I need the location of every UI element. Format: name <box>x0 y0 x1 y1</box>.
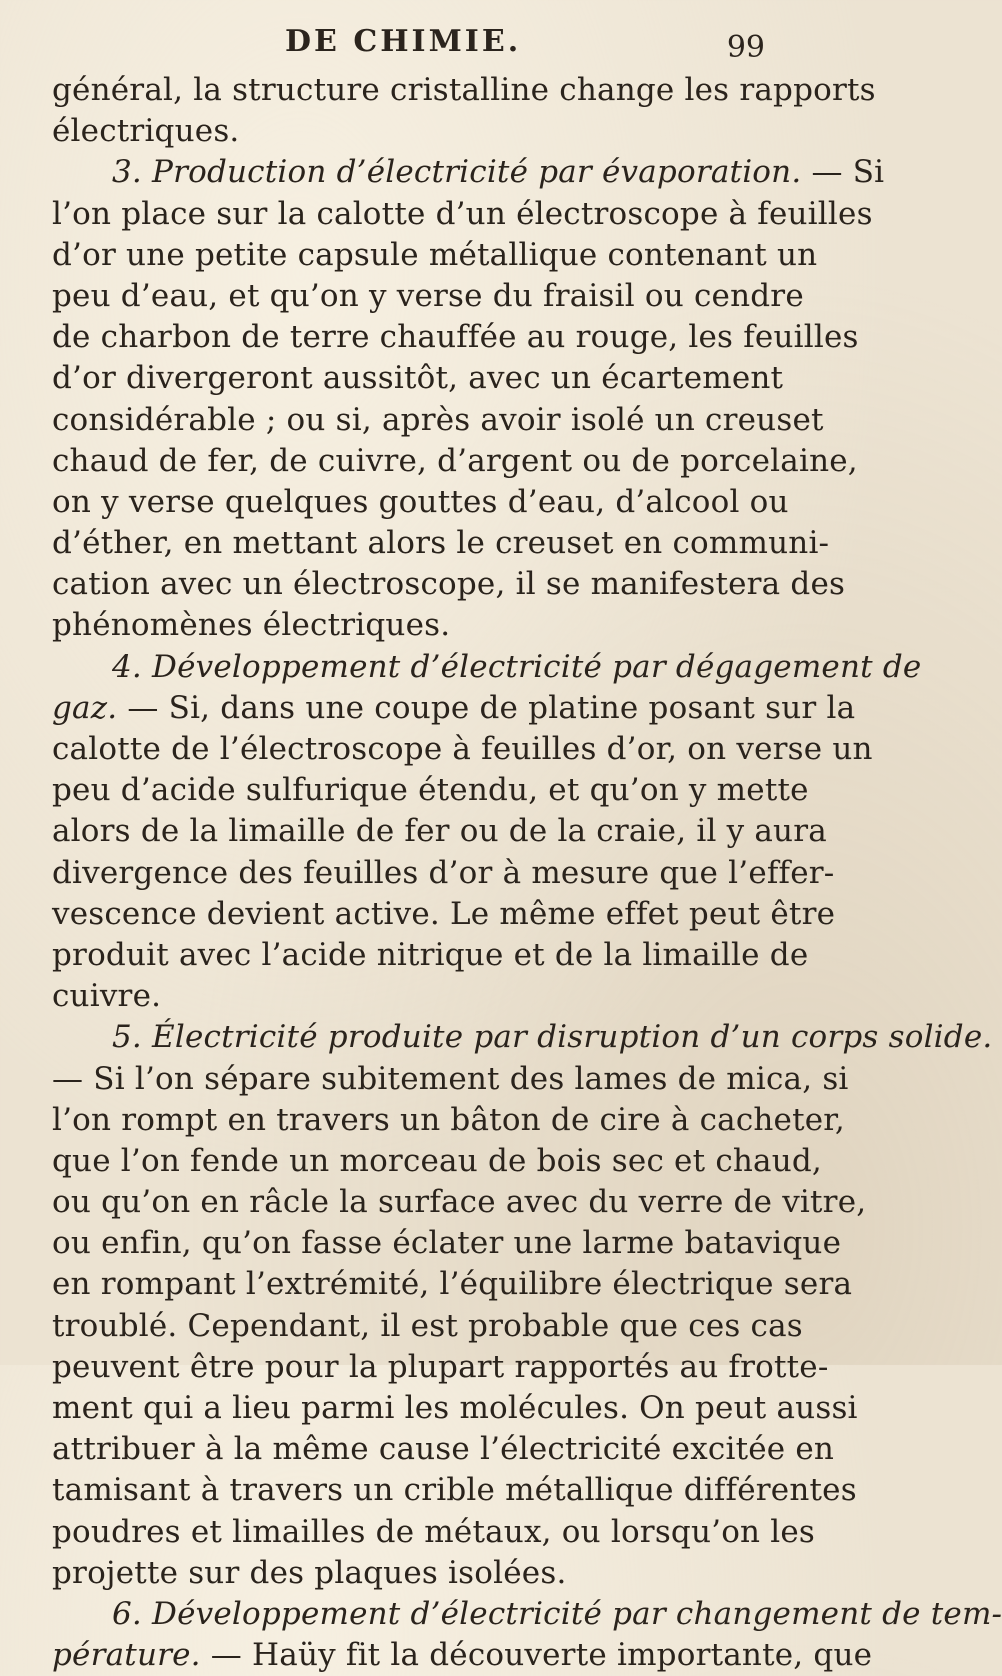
line-text: ou qu’on en râcle la surface avec du verre de vitre, <box>52 1184 867 1221</box>
text-line <box>52 70 876 111</box>
line-text: vescence devient active. Le même effet peut être <box>52 895 836 932</box>
text-line <box>52 152 885 193</box>
text-line <box>52 1594 1002 1635</box>
line-text: ment qui a lieu parmi les molécules. On peut aussi <box>52 1390 858 1426</box>
text-line <box>52 1553 774 1594</box>
line-text: électriques. <box>52 113 240 150</box>
text-line <box>52 976 774 1017</box>
text-line <box>52 605 774 646</box>
text-line <box>52 935 809 976</box>
line-text: — Haüy fit la découverte importante, que <box>200 1637 873 1674</box>
line-text: peuvent être pour la plupart rapportés au frotte- <box>52 1348 829 1385</box>
text-line <box>52 194 873 235</box>
text-line <box>52 358 784 399</box>
line-text: peu d’eau, et qu’on y verse du fraisil ou cendre <box>52 277 804 314</box>
line-text: attribuer à la même cause l’électricité excitée en <box>52 1431 835 1468</box>
text-line <box>52 111 774 152</box>
text-line <box>52 1100 845 1141</box>
line-text: — Si <box>801 154 885 191</box>
section-heading-italic: 6. Développement d’électricité par changement de tem- <box>112 1595 1002 1632</box>
line-text: d’or divergeront aussitôt, avec un écartement <box>52 360 784 397</box>
section-heading-italic: pérature. <box>52 1637 201 1674</box>
section-heading-italic: gaz. <box>52 689 118 726</box>
text-line <box>52 1470 857 1511</box>
line-text: projette sur des plaques isolées. <box>52 1554 567 1591</box>
text-line <box>52 564 846 605</box>
line-text: l’on rompt en travers un bâton de cire à cacheter, <box>52 1101 845 1138</box>
section-heading-italic: 5. Électricité produite par disruption d’un corps solide. <box>112 1019 993 1056</box>
line-text: — Si, dans une coupe de platine posant sur la <box>117 689 856 726</box>
text-line <box>52 1429 835 1470</box>
line-text: cation avec un électroscope, il se manifestera des <box>52 566 846 603</box>
text-line <box>52 1223 842 1264</box>
text-line <box>52 523 830 564</box>
text-line <box>52 1264 853 1305</box>
line-text: de charbon de terre chauffée au rouge, les feuilles <box>52 319 859 356</box>
line-text: cuivre. <box>52 978 162 1015</box>
text-line <box>52 1512 816 1553</box>
line-text: troublé. Cependant, il est probable que ces cas <box>52 1307 803 1344</box>
line-text: peu d’acide sulfurique étendu, et qu’on y mette <box>52 772 809 809</box>
text-line <box>52 729 873 770</box>
text-line <box>52 1388 858 1429</box>
line-text: que l’on fende un morceau de bois sec et chaud, <box>52 1142 822 1179</box>
text-line <box>52 235 818 276</box>
line-text: phénomènes électriques. <box>52 607 451 644</box>
section-heading-italic: 3. Production d’électricité par évaporation. <box>112 154 802 191</box>
line-text: tamisant à travers un crible métallique différentes <box>52 1472 857 1509</box>
running-head <box>0 22 800 70</box>
line-text: chaud de fer, de cuivre, d’argent ou de porcelaine, <box>52 442 858 479</box>
text-line <box>52 688 856 729</box>
text-line <box>52 1182 867 1223</box>
line-text: d’or une petite capsule métallique contenant un <box>52 236 818 273</box>
text-line <box>52 770 809 811</box>
running-title: DE CHIMIE. <box>285 24 522 59</box>
line-text: — Si l’on sépare subitement des lames de mica, si <box>52 1060 849 1097</box>
line-text: l’on place sur la calotte d’un électroscope à feuilles <box>52 195 873 232</box>
line-text: d’éther, en mettant alors le creuset en communi- <box>52 525 830 562</box>
text-line <box>52 894 836 935</box>
page-number: 99 <box>726 30 765 65</box>
line-text: en rompant l’extrémité, l’équilibre électrique sera <box>52 1266 853 1303</box>
line-text: on y verse quelques gouttes d’eau, d’alcool ou <box>52 483 789 520</box>
text-line <box>52 1059 849 1100</box>
line-text: divergence des feuilles d’or à mesure que l’effer- <box>52 854 835 891</box>
text-line <box>52 1306 803 1347</box>
line-text: ou enfin, qu’on fasse éclater une larme batavique <box>52 1225 842 1262</box>
text-line <box>52 482 789 523</box>
text-line <box>52 853 835 894</box>
text-line <box>52 1635 873 1676</box>
text-line <box>52 276 804 317</box>
text-line <box>52 317 859 358</box>
line-text: calotte de l’électroscope à feuilles d’or, on verse un <box>52 731 873 767</box>
body-text <box>52 70 1002 1676</box>
text-line <box>52 811 827 852</box>
line-text: alors de la limaille de fer ou de la craie, il y aura <box>52 813 827 850</box>
line-text: général, la structure cristalline change les rapports <box>52 72 876 108</box>
text-line <box>52 441 858 482</box>
line-text: produit avec l’acide nitrique et de la limaille de <box>52 936 809 973</box>
text-line <box>52 1141 822 1182</box>
text-line <box>52 1017 993 1058</box>
line-text: poudres et limailles de métaux, ou lorsqu’on les <box>52 1513 816 1550</box>
line-text: considérable ; ou si, après avoir isolé un creuset <box>52 401 824 438</box>
section-heading-italic: 4. Développement d’électricité par dégagement de <box>112 648 922 685</box>
text-line <box>52 647 922 688</box>
text-line <box>52 1347 829 1388</box>
text-line <box>52 400 824 441</box>
